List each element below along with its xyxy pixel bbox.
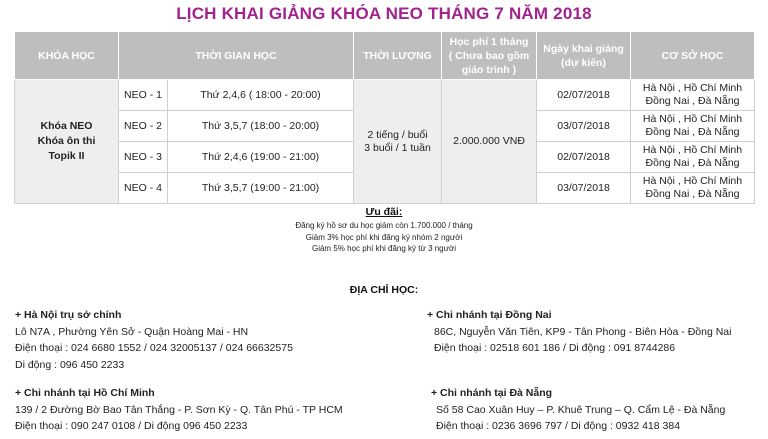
start-date: 03/07/2018 (537, 173, 631, 204)
branch-hanoi (15, 307, 293, 373)
header-fee-line: ( Chưa bao gồm (448, 49, 530, 62)
table-row (15, 80, 755, 111)
header-course: KHÓA HỌC (15, 32, 119, 80)
branch-line: 139 / 2 Đường Bờ Bao Tân Thắng - P. Sơn Kỳ - Q. Tân Phú - TP HCM (15, 403, 343, 416)
branch-line: Điện thoại : 02518 601 186 / Di động : 091 8744286 (434, 342, 676, 354)
promo-line: Đăng ký hồ sơ du học giảm còn 1.700.000 / tháng (295, 221, 473, 230)
start-date: 02/07/2018 (537, 142, 631, 173)
class-code: NEO - 2 (119, 111, 168, 142)
branch-title: + Hà Nội trụ sở chính (15, 309, 122, 321)
schedule-table (14, 31, 755, 204)
address-title: ĐỊA CHỈ HỌC: (349, 284, 419, 296)
branch-danang (431, 385, 725, 435)
promo-section (0, 206, 768, 255)
location-line: Hà Nội , Hồ Chí Minh (642, 144, 743, 156)
location-cell (631, 142, 755, 173)
header-time: THỜI GIAN HỌC (119, 32, 354, 80)
table-header-row (15, 32, 755, 80)
location-line: Hà Nội , Hồ Chí Minh (642, 113, 743, 125)
header-duration: THỜI LƯỢNG (354, 32, 442, 80)
class-time: Thứ 2,4,6 ( 18:00 - 20:00) (168, 80, 354, 111)
page-title: LỊCH KHAI GIẢNG KHÓA NEO THÁNG 7 NĂM 2018 (176, 4, 592, 23)
duration-line: 3 buổi / 1 tuần (364, 141, 431, 154)
class-time: Thứ 2,4,6 (19:00 - 21:00) (168, 142, 354, 173)
course-line: Khóa ôn thi (37, 135, 96, 147)
fee-cell: 2.000.000 VNĐ (442, 80, 537, 204)
course-line: Khóa NEO (40, 120, 93, 132)
location-line: Đồng Nai , Đà Nẵng (645, 188, 740, 200)
header-start-line: (dự kiến) (561, 56, 606, 69)
location-line: Đồng Nai , Đà Nẵng (645, 157, 740, 169)
branch-title: + Chi nhánh tại Đồng Nai (427, 309, 552, 321)
branch-line: Lô N7A , Phường Yên Sở - Quận Hoàng Mai - HN (15, 325, 249, 338)
location-cell (631, 173, 755, 204)
header-fee-line: Học phí 1 tháng (449, 35, 529, 48)
branch-dongnai (427, 307, 731, 357)
course-line: Topik II (48, 150, 85, 162)
header-fee-line: giáo trình ) (461, 63, 517, 76)
branch-line: 86C, Nguyễn Văn Tiên, KP9 - Tân Phong - Biên Hòa - Đồng Nai (434, 325, 732, 338)
branch-line: Điện thoại : 0236 3696 797 / Di động : 0932 418 384 (436, 420, 681, 432)
header-start-line: Ngày khai giảng (543, 42, 624, 55)
header-fee (442, 32, 537, 80)
branch-title: + Chi nhánh tại Đà Nẵng (431, 387, 553, 399)
location-line: Đồng Nai , Đà Nẵng (645, 126, 740, 138)
class-code: NEO - 1 (119, 80, 168, 111)
duration-line: 2 tiếng / buổi (367, 128, 428, 141)
duration-cell (354, 80, 442, 204)
class-code: NEO - 4 (119, 173, 168, 204)
class-time: Thứ 3,5,7 (18:00 - 20:00) (168, 111, 354, 142)
branch-hcm (15, 385, 343, 435)
branch-title: + Chi nhánh tại Hồ Chí Minh (15, 387, 155, 399)
location-line: Đồng Nai , Đà Nẵng (645, 95, 740, 107)
header-location: CƠ SỞ HỌC (631, 32, 755, 80)
branch-line: Điện thoại : 024 6680 1552 / 024 32005137 / 024 66632575 (15, 342, 293, 354)
header-start (537, 32, 631, 80)
class-time: Thứ 3,5,7 (19:00 - 21:00) (168, 173, 354, 204)
location-cell (631, 80, 755, 111)
course-cell (15, 80, 119, 204)
promo-title: Ưu đãi: (365, 206, 403, 218)
branch-line: Điện thoại : 090 247 0108 / Di động 096 450 2233 (15, 420, 248, 432)
promo-line: Giảm 3% học phí khi đăng ký nhóm 2 người (305, 232, 463, 242)
start-date: 02/07/2018 (537, 80, 631, 111)
location-line: Hà Nội , Hồ Chí Minh (642, 82, 743, 94)
promo-line: Giảm 5% học phí khi đăng ký từ 3 người (311, 244, 457, 253)
location-cell (631, 111, 755, 142)
branch-line: Số 58 Cao Xuân Huy – P. Khuê Trung – Q. Cẩm Lệ - Đà Nẵng (436, 403, 726, 416)
branch-line: Di động : 096 450 2233 (15, 358, 125, 371)
start-date: 03/07/2018 (537, 111, 631, 142)
location-line: Hà Nội , Hồ Chí Minh (642, 175, 743, 187)
class-code: NEO - 3 (119, 142, 168, 173)
